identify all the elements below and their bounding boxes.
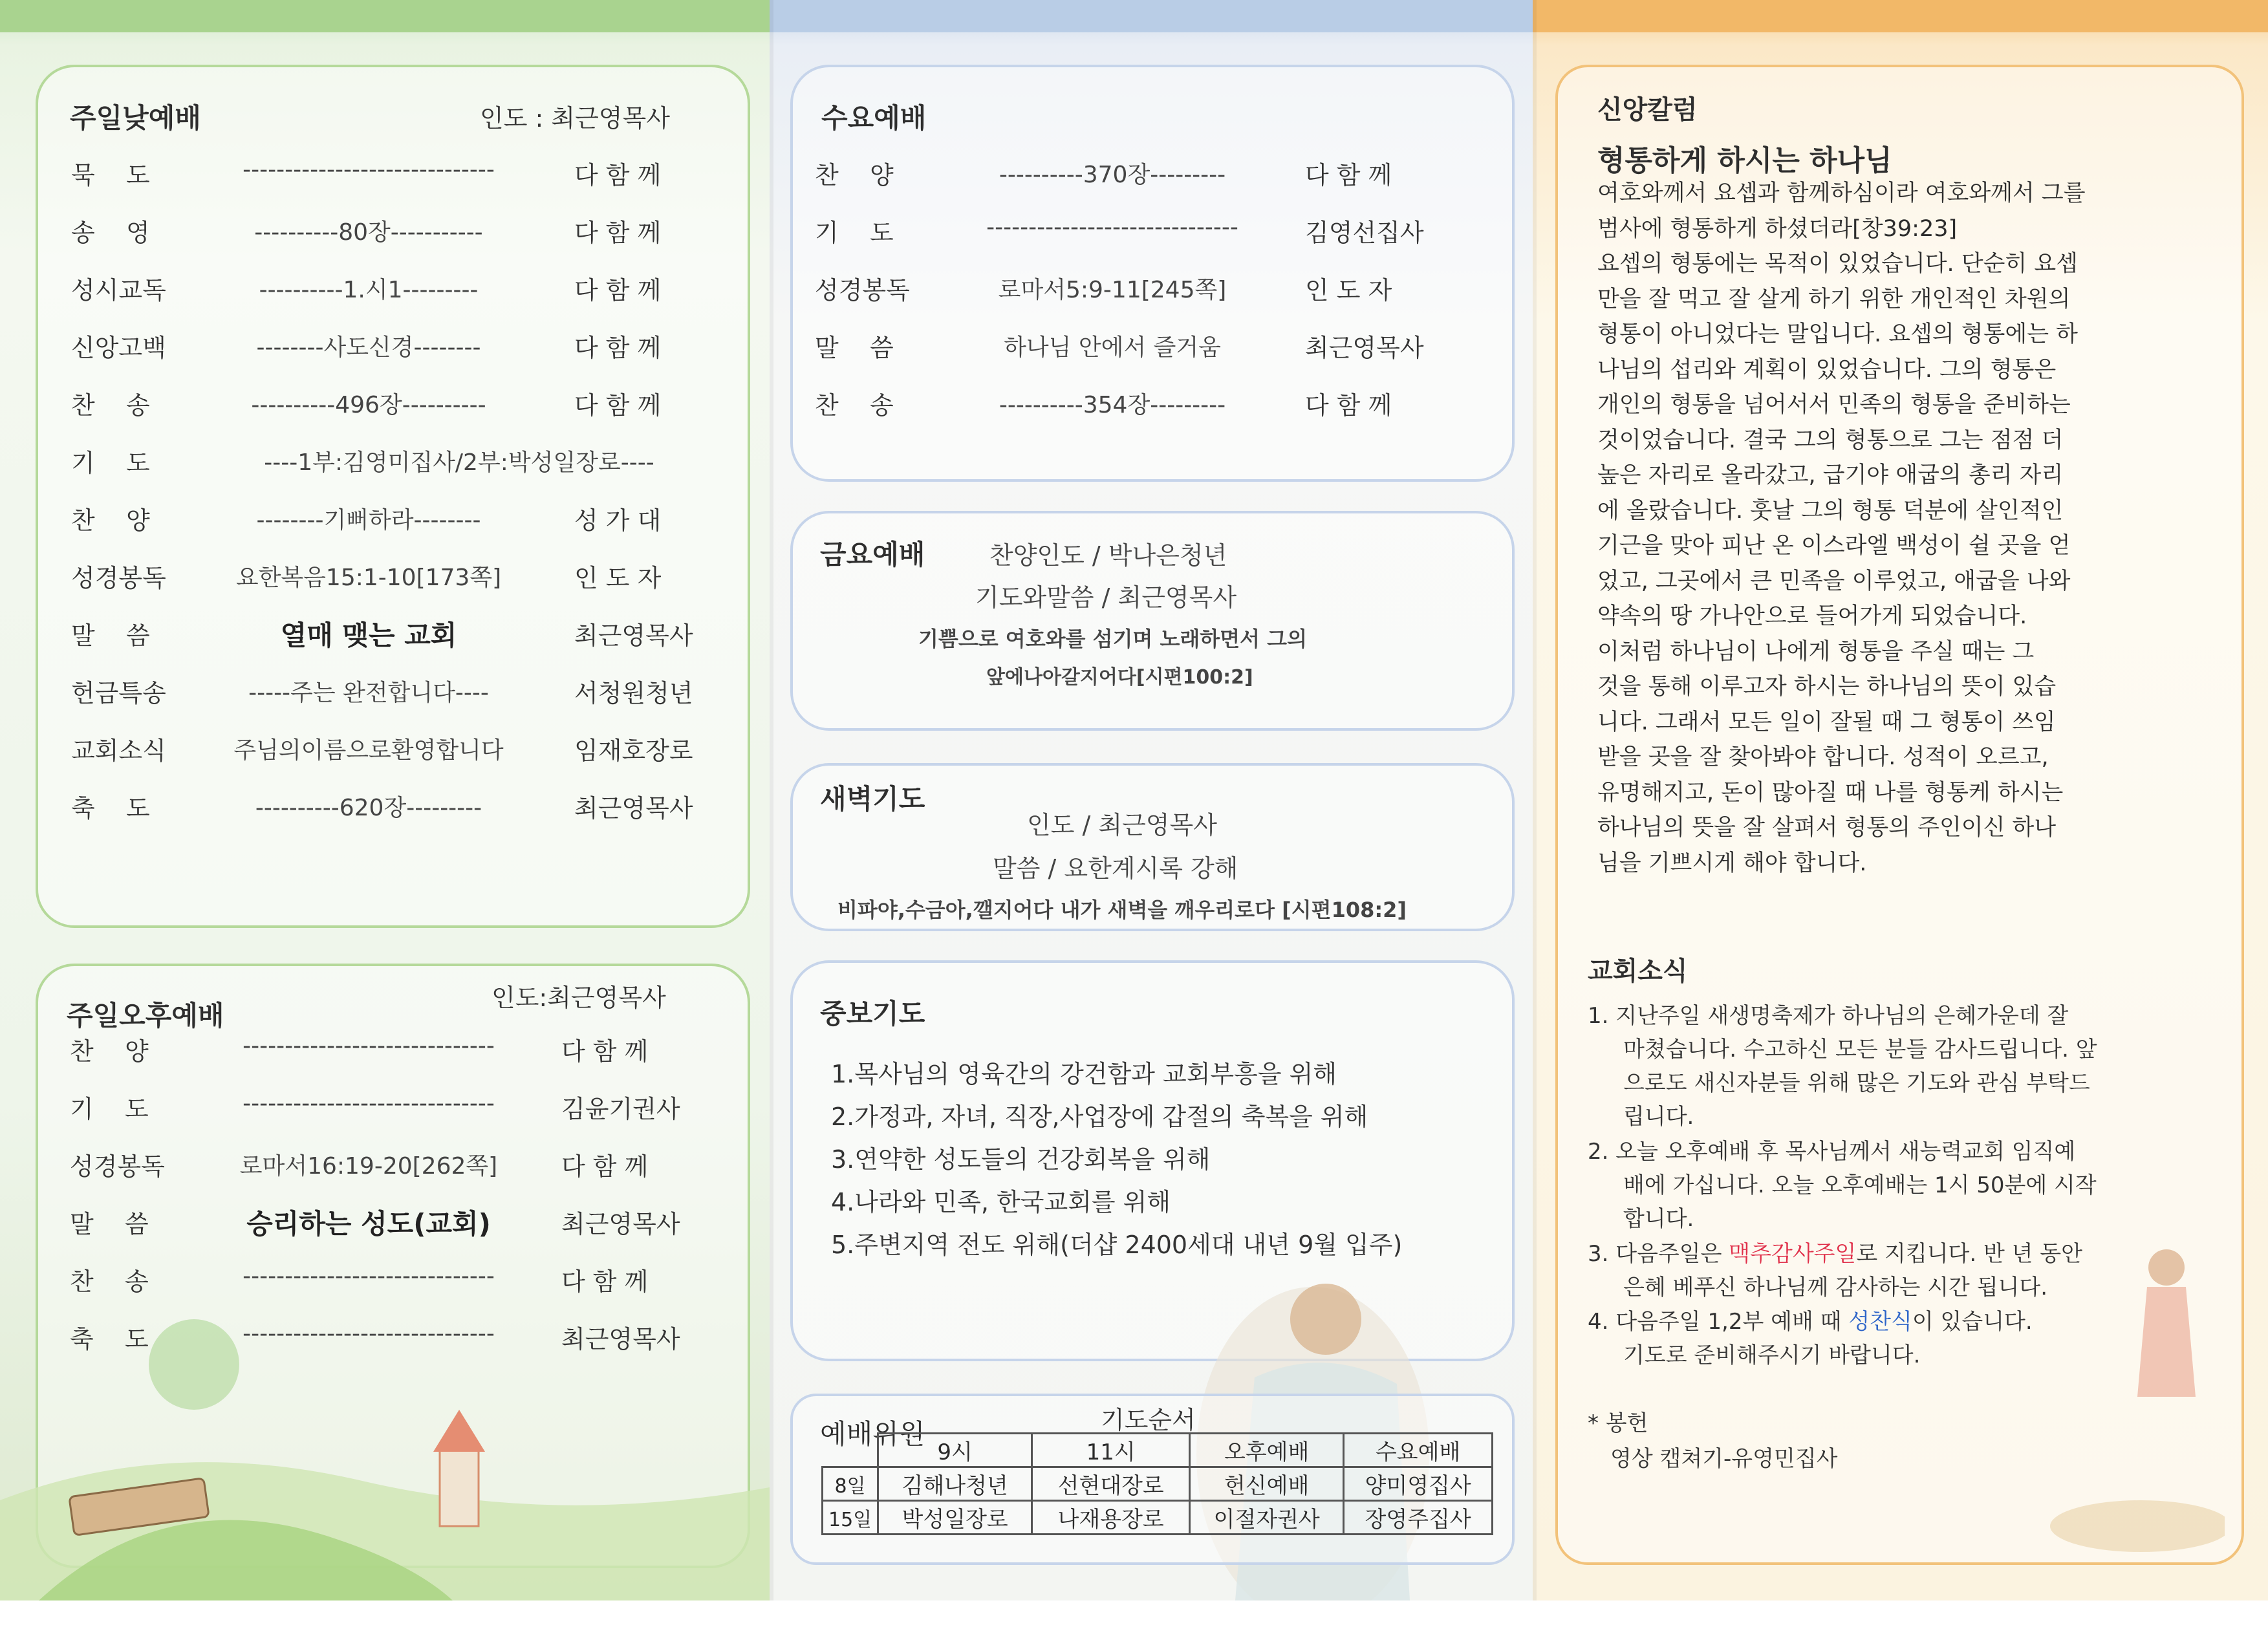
orange-band [1533, 0, 2268, 32]
dawn-title: 새벽기도 [820, 783, 925, 815]
row-content: 요한복음15:1-10[173쪽] [235, 565, 502, 591]
intercession-item: 4.나라와 민족, 한국교회를 위해 [831, 1188, 1171, 1216]
row-role: 김윤기권사 [561, 1095, 680, 1123]
column-line: 것을 통해 이루고자 하시는 하나님의 뜻이 있습 [1597, 674, 2057, 700]
roster-header-row [823, 1434, 1493, 1467]
news-heading: 교회소식 [1588, 956, 1688, 986]
news-item-1-l4: 립니다. [1623, 1104, 1694, 1130]
roster-cell: 이절자권사 [1190, 1501, 1344, 1535]
row-content: ------------------------------ [986, 214, 1238, 241]
roster-date: 8일 [823, 1467, 878, 1501]
row-content: 승리하는 성도(교회) [246, 1208, 491, 1240]
row-label: 성시교독 [71, 276, 166, 305]
intercession-item: 2.가정과, 자녀, 직장,사업장에 갑절의 축복을 위해 [831, 1103, 1368, 1131]
roster-row [823, 1501, 1493, 1535]
roster-cell: 선현대장로 [1032, 1467, 1190, 1501]
row-content: ------------------------------ [243, 1090, 495, 1117]
roster-date: 15일 [823, 1501, 878, 1535]
row-content: -----주는 완전합니다---- [248, 680, 489, 706]
column-line: 었고, 그곳에서 큰 민족을 이루었고, 애굽을 나와 [1597, 568, 2071, 594]
row-label: 축 도 [70, 1325, 149, 1353]
sunday-morning-leader: 인도 : 최근영목사 [480, 104, 670, 133]
row-content: ----1부:김영미집사/2부:박성일장로---- [264, 449, 654, 476]
roster-cell: 장영주집사 [1344, 1501, 1493, 1535]
row-content: ------------------------------ [243, 156, 495, 183]
intercession-item: 5.주변지역 전도 위해(더샵 2400세대 내년 9월 입주) [831, 1231, 1403, 1259]
left-panel [0, 0, 770, 1600]
column-line: 하나님의 뜻을 잘 살펴서 형통의 주인이신 하나 [1597, 815, 2057, 841]
row-role: 인 도 자 [1305, 276, 1392, 305]
row-role: 최근영목사 [561, 1325, 680, 1353]
intercession-item: 3.연약한 성도들의 건강회복을 위해 [831, 1145, 1211, 1174]
row-role: 다 함 께 [574, 161, 662, 189]
row-label: 교회소식 [71, 737, 166, 765]
row-content: ------------------------------ [243, 1263, 495, 1289]
row-role: 다 함 께 [574, 276, 662, 305]
roster-cell: 나재용장로 [1032, 1501, 1190, 1535]
column-line: 높은 자리로 올라갔고, 급기야 애굽의 총리 자리 [1597, 462, 2064, 488]
sunday-afternoon-leader: 인도:최근영목사 [491, 984, 666, 1012]
row-role: 다 함 께 [561, 1267, 649, 1296]
row-role: 다 함 께 [561, 1037, 649, 1066]
row-content: ----------370장--------- [999, 162, 1226, 188]
row-content: --------기뻐하라-------- [256, 507, 481, 534]
column-line: 유명해지고, 돈이 많아질 때 나를 형통케 하시는 [1597, 779, 2064, 806]
roster-row [823, 1467, 1493, 1501]
row-role: 인 도 자 [574, 564, 662, 592]
middle-panel [770, 0, 1533, 1600]
news-item-4-post: 이 있습니다. [1912, 1309, 2033, 1335]
dawn-line1: 인도 / 최근영목사 [1027, 811, 1217, 839]
row-role: 다 함 께 [574, 219, 662, 247]
column-line: 여호와께서 요셉과 함께하심이라 여호와께서 그를 [1597, 180, 2086, 206]
bottom-margin [0, 1600, 2268, 1649]
roster-table [821, 1432, 1493, 1535]
column-line: 개인의 형통을 넘어서서 민족의 형통을 준비하는 [1597, 392, 2071, 418]
row-label: 축 도 [71, 794, 150, 823]
row-label: 기 도 [70, 1095, 149, 1123]
news-item-3-pre: 3. 다음주일은 [1588, 1241, 1729, 1267]
wednesday-title: 수요예배 [821, 102, 927, 134]
column-line: 범사에 형통하게 하셨더라[창39:23] [1597, 215, 1958, 242]
news-item-1-l2: 마쳤습니다. 수고하신 모든 분들 감사드립니다. 앞 [1623, 1037, 2097, 1062]
column-line: 약속의 땅 가나안으로 들어가게 되었습니다. [1597, 603, 2027, 629]
child-illustration [1953, 1229, 2225, 1565]
column-line: 니다. 그래서 모든 일이 잘될 때 그 형통이 쓰임 [1597, 709, 2056, 735]
row-role: 다 함 께 [1305, 391, 1392, 420]
row-label: 찬 양 [815, 161, 894, 189]
fold-line [770, 0, 773, 1600]
news-item-2-l1: 2. 오늘 오후예배 후 목사님께서 새능력교회 임직예 [1588, 1139, 2076, 1165]
row-role: 최근영목사 [1305, 334, 1424, 362]
column-line: 요셉의 형통에는 목적이 있었습니다. 단순히 요셉 [1597, 251, 2078, 277]
row-label: 기 도 [815, 219, 894, 247]
row-label: 찬 양 [70, 1037, 149, 1066]
column-line: 나님의 섭리와 계획이 있었습니다. 그의 형통은 [1597, 356, 2057, 383]
friday-verse2: 앞에나아갈지어다[시편100:2] [986, 666, 1253, 689]
column-line: 것이었습니다. 결국 그의 형통으로 그는 점점 더 [1597, 427, 2064, 453]
row-label: 찬 송 [815, 391, 894, 420]
roster-header-afternoon: 오후예배 [1190, 1434, 1344, 1467]
friday-verse1: 기쁨으로 여호와를 섬기며 노래하면서 그의 [918, 627, 1307, 651]
column-line: 에 올랐습니다. 훗날 그의 형통 덕분에 살인적인 [1597, 497, 2064, 524]
roster-cell: 김해나청년 [878, 1467, 1032, 1501]
row-content: 하나님 안에서 즐거움 [1004, 334, 1221, 361]
row-label: 말 씀 [71, 621, 150, 650]
row-role: 임재호장로 [574, 737, 693, 765]
roster-header-9: 9시 [878, 1434, 1032, 1467]
row-content: ----------80장----------- [254, 219, 483, 246]
sunday-morning-title: 주일낮예배 [70, 102, 201, 134]
row-content: ------------------------------ [243, 1320, 495, 1347]
right-panel [1533, 0, 2268, 1600]
news-item-4-pre: 4. 다음주일 1,2부 예배 때 [1588, 1309, 1849, 1335]
news-item-3-post: 로 지킵니다. 반 년 동안 [1856, 1241, 2082, 1267]
friday-title: 금요예배 [820, 539, 925, 570]
friday-line1: 찬양인도 / 박나은청년 [989, 541, 1227, 570]
row-role: 다 함 께 [574, 334, 662, 362]
row-label: 찬 송 [71, 391, 150, 420]
row-role: 서청원청년 [574, 679, 693, 707]
roster-title: 예배위원 [820, 1418, 925, 1450]
fold-line [1533, 0, 1537, 1600]
news-item-2-l2: 배에 가십니다. 오늘 오후예배는 1시 50분에 시작 [1623, 1172, 2097, 1198]
row-content: 열매 맺는 교회 [280, 620, 457, 651]
news-item-3-highlight: 맥추감사주일 [1729, 1241, 1857, 1267]
row-content: ----------496장---------- [251, 392, 486, 418]
news-item-1-l1: 1. 지난주일 새생명축제가 하나님의 은혜가운데 잘 [1588, 1003, 2069, 1029]
offering-label: * 봉헌 [1588, 1410, 1648, 1436]
row-content: ------------------------------ [243, 1033, 495, 1059]
row-role: 다 함 께 [561, 1152, 649, 1181]
column-line: 만을 잘 먹고 잘 살게 하기 위한 개인적인 차원의 [1597, 286, 2071, 312]
row-label: 신앙고백 [71, 334, 166, 362]
news-item-3-l2: 은혜 베푸신 하나님께 감사하는 시간 됩니다. [1623, 1275, 2048, 1300]
offering-text: 영상 캡쳐기-유영민집사 [1610, 1446, 1838, 1472]
dawn-verse: 비파야,수금아,깰지어다 내가 새벽을 깨우리로다 [시편108:2] [837, 898, 1407, 922]
row-role: 김영선집사 [1305, 219, 1424, 247]
roster-cell: 헌신예배 [1190, 1467, 1344, 1501]
row-label: 헌금특송 [71, 679, 166, 707]
intercession-title: 중보기도 [820, 998, 925, 1029]
green-band [0, 0, 770, 32]
row-content: 로마서16:19-20[262쪽] [239, 1153, 498, 1180]
row-label: 성경봉독 [815, 276, 910, 305]
row-role: 최근영목사 [574, 794, 693, 823]
roster-corner [823, 1434, 878, 1467]
column-line: 받을 곳을 잘 찾아봐야 합니다. 성적이 오르고, [1597, 744, 2049, 770]
row-content: 로마서5:9-11[245쪽] [998, 277, 1227, 303]
row-content: 주님의이름으로환영합니다 [233, 737, 504, 764]
column-line: 이처럼 하나님이 나에게 형통을 주실 때는 그 [1597, 638, 2035, 665]
row-label: 말 씀 [70, 1210, 149, 1238]
roster-cell: 박성일장로 [878, 1501, 1032, 1535]
row-role: 다 함 께 [1305, 161, 1392, 189]
news-item-1-l3: 으로도 새신자분들 위해 많은 기도와 관심 부탁드 [1623, 1070, 2090, 1096]
row-content: ----------1.시1--------- [259, 277, 479, 303]
intercession-item: 1.목사님의 영육간의 강건함과 교회부흥을 위해 [831, 1060, 1337, 1088]
dawn-line2: 말씀 / 요한계시록 강해 [993, 854, 1238, 883]
hill-illustration [0, 1267, 770, 1600]
row-content: ----------620장--------- [255, 795, 482, 821]
blue-band [770, 0, 1533, 32]
roster-subtitle: 기도순서 [1101, 1406, 1196, 1434]
news-item-4-l2: 기도로 준비해주시기 바랍니다. [1623, 1342, 1921, 1368]
row-label: 기 도 [71, 449, 150, 477]
roster-cell: 양미영집사 [1344, 1467, 1493, 1501]
news-item-2-l3: 합니다. [1623, 1206, 1694, 1232]
column-line: 형통이 아니었다는 말입니다. 요셉의 형통에는 하 [1597, 321, 2078, 347]
roster-header-11: 11시 [1032, 1434, 1190, 1467]
row-label: 성경봉독 [70, 1152, 165, 1181]
row-content: ----------354장--------- [999, 392, 1226, 418]
column-line: 님을 기쁘시게 해야 합니다. [1597, 850, 1867, 876]
column-title: 형통하게 하시는 하나님 [1597, 144, 1892, 177]
row-role: 최근영목사 [574, 621, 693, 650]
row-label: 묵 도 [71, 161, 150, 189]
column-line: 기근을 맞아 피난 온 이스라엘 백성이 쉴 곳을 얻 [1597, 533, 2071, 559]
news-item-4-highlight: 성찬식 [1848, 1309, 1912, 1335]
row-role: 성 가 대 [574, 506, 662, 535]
row-label: 말 씀 [815, 334, 894, 362]
row-label: 송 영 [71, 219, 150, 247]
row-role: 최근영목사 [561, 1210, 680, 1238]
roster-header-wednesday: 수요예배 [1344, 1434, 1493, 1467]
column-heading: 신앙칼럼 [1597, 95, 1698, 125]
row-label: 성경봉독 [71, 564, 166, 592]
row-role: 다 함 께 [574, 391, 662, 420]
friday-line2: 기도와말씀 / 최근영목사 [975, 583, 1237, 612]
row-label: 찬 양 [71, 506, 150, 535]
row-label: 찬 송 [70, 1267, 149, 1296]
row-content: --------사도신경-------- [256, 334, 481, 361]
sunday-afternoon-title: 주일오후예배 [67, 1000, 224, 1031]
